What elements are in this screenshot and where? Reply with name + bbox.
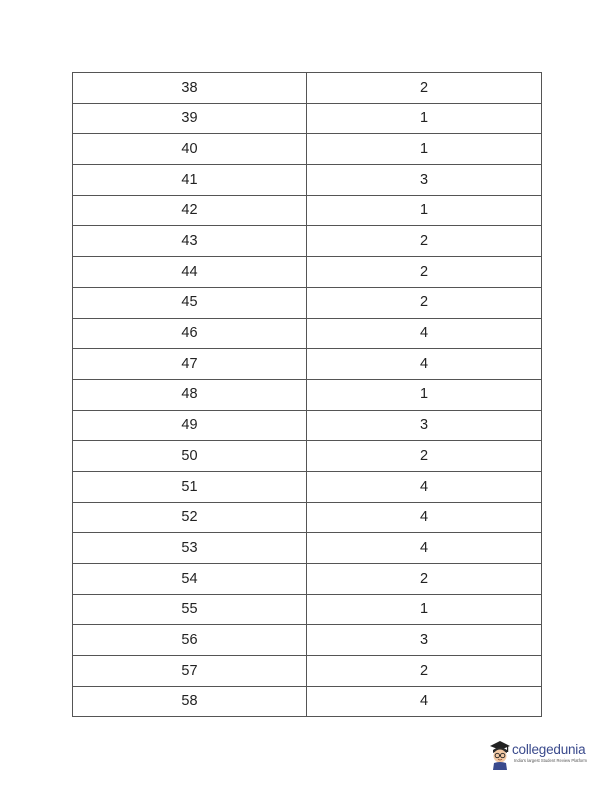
answer-cell: 2 [307,73,542,104]
table-row [73,134,542,165]
question-number-cell: 56 [73,625,307,656]
question-number-cell: 38 [73,73,307,104]
answer-cell: 2 [307,226,542,257]
answer-cell: 4 [307,502,542,533]
question-number-cell: 46 [73,318,307,349]
table-row [73,686,542,717]
table-row [73,656,542,687]
student-mascot-icon [488,737,512,771]
table-row [73,502,542,533]
brand-logo [488,737,606,773]
table-row [73,287,542,318]
table-row [73,471,542,502]
question-number-cell: 41 [73,165,307,196]
table-row [73,103,542,134]
table-row [73,441,542,472]
answer-cell: 4 [307,349,542,380]
answer-cell: 3 [307,625,542,656]
table-row [73,410,542,441]
question-number-cell: 47 [73,349,307,380]
question-number-cell: 52 [73,502,307,533]
answer-cell: 1 [307,379,542,410]
table-row [73,73,542,104]
answer-cell: 2 [307,287,542,318]
question-number-cell: 55 [73,594,307,625]
answer-cell: 3 [307,165,542,196]
answer-cell: 3 [307,410,542,441]
table-row [73,625,542,656]
table-row [73,349,542,380]
question-number-cell: 39 [73,103,307,134]
question-number-cell: 42 [73,195,307,226]
question-number-cell: 51 [73,471,307,502]
table-row [73,165,542,196]
answer-key-table [72,72,542,717]
question-number-cell: 43 [73,226,307,257]
table-row [73,226,542,257]
answer-cell: 4 [307,471,542,502]
answer-cell: 2 [307,441,542,472]
table-row [73,564,542,595]
table-row [73,195,542,226]
answer-cell: 1 [307,594,542,625]
table-row [73,594,542,625]
brand-name: collegedunia [512,742,586,757]
question-number-cell: 58 [73,686,307,717]
question-number-cell: 44 [73,257,307,288]
question-number-cell: 53 [73,533,307,564]
answer-cell: 2 [307,564,542,595]
answer-key-body [73,73,542,717]
table-row [73,257,542,288]
question-number-cell: 50 [73,441,307,472]
answer-cell: 4 [307,318,542,349]
question-number-cell: 54 [73,564,307,595]
table-row [73,379,542,410]
brand-tagline: India's largest Student Review Platform [514,758,587,763]
answer-cell: 4 [307,686,542,717]
answer-cell: 1 [307,103,542,134]
answer-cell: 1 [307,195,542,226]
answer-cell: 2 [307,257,542,288]
table-row [73,533,542,564]
question-number-cell: 40 [73,134,307,165]
answer-cell: 2 [307,656,542,687]
question-number-cell: 49 [73,410,307,441]
answer-cell: 4 [307,533,542,564]
answer-cell: 1 [307,134,542,165]
table-row [73,318,542,349]
question-number-cell: 45 [73,287,307,318]
question-number-cell: 48 [73,379,307,410]
question-number-cell: 57 [73,656,307,687]
